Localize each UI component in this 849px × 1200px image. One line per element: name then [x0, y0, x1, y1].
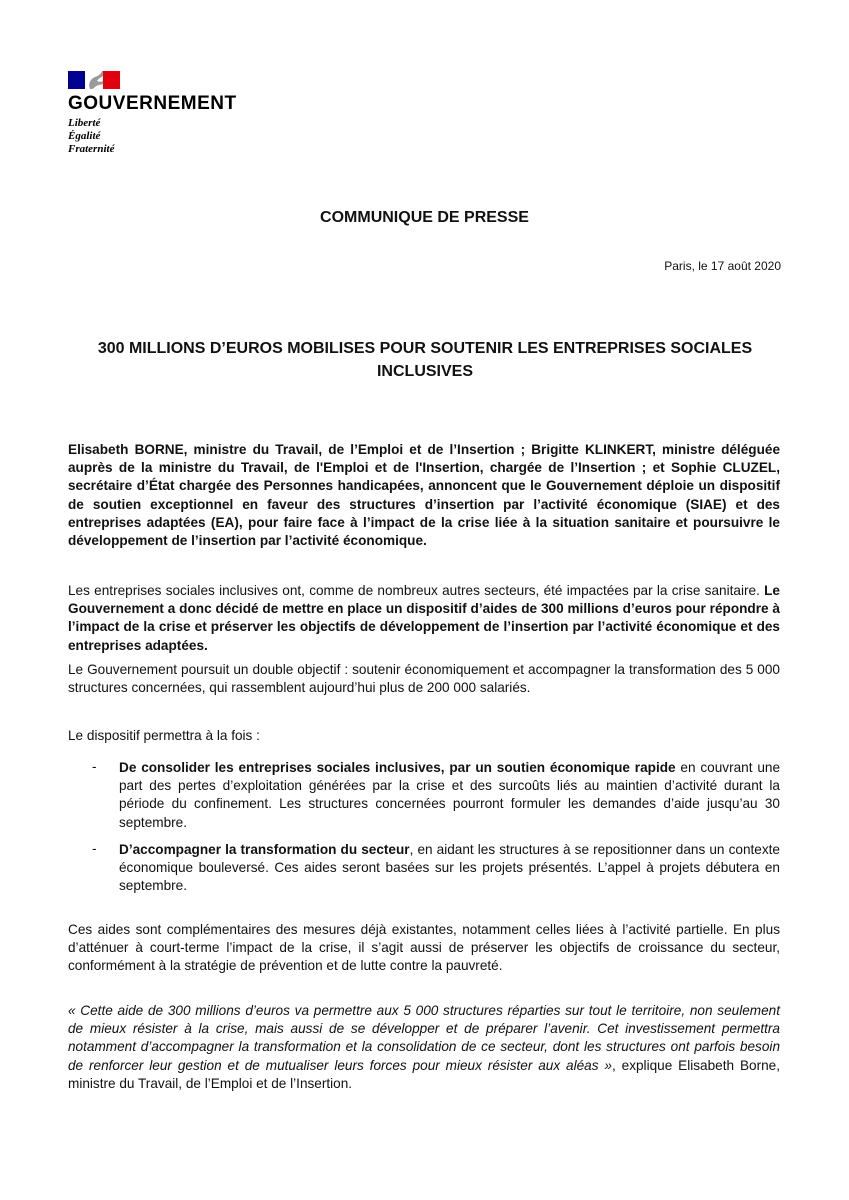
motto-fraternite: Fraternité: [68, 143, 115, 155]
paragraph-dispositif: Le dispositif permettra à la fois :: [68, 728, 260, 743]
paragraph-objective: Le Gouvernement poursuit un double objectif : soutenir économiquement et accompagner la transformation des 5 000 structures concernées, qui rassemblent aujourd’hui plus de 200 000 salariés.: [68, 662, 780, 696]
motto-liberte: Liberté: [68, 117, 101, 129]
paragraph-impact-bold: Le Gouvernement a donc décidé de mettre en place un dispositif d’aides de 300 millions d’euros pour répondre à l’impact de la crise et préserver les objectifs de développement de l’insertion par l’activité économique et des entreprises adaptées.: [68, 583, 780, 653]
bullet-item-1: [119, 759, 780, 832]
release-date: Paris, le 17 août 2020: [664, 259, 781, 273]
marianne-flag-icon: [68, 70, 120, 90]
bullet-item-2-bold: D’accompagner la transformation du secteur: [119, 842, 410, 857]
headline: 300 MILLIONS D’EUROS MOBILISES POUR SOUTENIR LES ENTREPRISES SOCIALES INCLUSIVES: [97, 340, 753, 380]
quote-paragraph: [68, 1002, 780, 1093]
bullet-item-1-text: en couvrant une part des pertes d’exploitation générées par la crise et des surcoûts liés au maintien d’activité durant la période du confinement. Les structures concernées pourront formuler les demandes d’aide jusqu’au 30 septembre.: [119, 760, 780, 830]
paragraph-impact: [68, 582, 780, 655]
bullet-item-2: [119, 841, 780, 896]
intro-paragraph: Elisabeth BORNE, ministre du Travail, de l’Emploi et de l’Insertion ; Brigitte KLINKERT, ministre déléguée auprès de la ministre du Travail, de l'Emploi et de l'Insertion, chargée de l’Insertion ; et Sophie CLUZEL, secrétaire d’État chargée des Personnes handicapées, annoncent que le Gouvernement déploie un dispositif de soutien exceptionnel en faveur des structures d’insertion par l’activité économique (SIAE) et des entreprises adaptées (EA), pour faire face à l’impact de la crise liée à la situation sanitaire et poursuivre le développement de l’insertion par l’activité économique.: [68, 442, 780, 549]
paragraph-impact-text: Les entreprises sociales inclusives ont, comme de nombreux autres secteurs, été impactées par la crise sanitaire.: [68, 583, 760, 598]
republic-motto: [68, 117, 114, 156]
bullet-item-1-bold: De consolider les entreprises sociales inclusives, par un soutien économique rapide: [119, 760, 676, 775]
quote-attribution: , explique Elisabeth Borne, ministre du Travail, de l’Emploi et de l’Insertion.: [68, 1057, 781, 1091]
press-release-title: COMMUNIQUE DE PRESSE: [320, 209, 529, 226]
bullet-dash-1: -: [92, 759, 97, 774]
bullet-dash-2: -: [92, 841, 97, 856]
motto-egalite: Égalité: [68, 130, 101, 142]
quote-text: « Cette aide de 300 millions d’euros va permettre aux 5 000 structures réparties sur tout le territoire, non seulement de mieux résister à la crise, mais aussi de se développer et de préparer l’avenir. Cet investissement permettra notamment d’accompagner la transformation et la consolidation de ce secteur, dont les structures ont parfois besoin de renforcer leur gestion et de mutualiser leurs forces pour mieux résister aux aléas »: [68, 1003, 780, 1073]
government-wordmark: GOUVERNEMENT: [68, 93, 237, 114]
paragraph-complementary: Ces aides sont complémentaires des mesures déjà existantes, notamment celles liées à l’activité partielle. En plus d’atténuer à court-terme l’impact de la crise, il s’agit aussi de préserver les objectifs de croissance du secteur, conformément à la stratégie de prévention et de lutte contre la pauvreté.: [68, 922, 780, 974]
bullet-item-2-text: , en aidant les structures à se repositionner dans un contexte économique bouleversé. Ces aides seront basées sur les projets présentés. L’appel à projets débutera en septembre.: [119, 842, 780, 894]
